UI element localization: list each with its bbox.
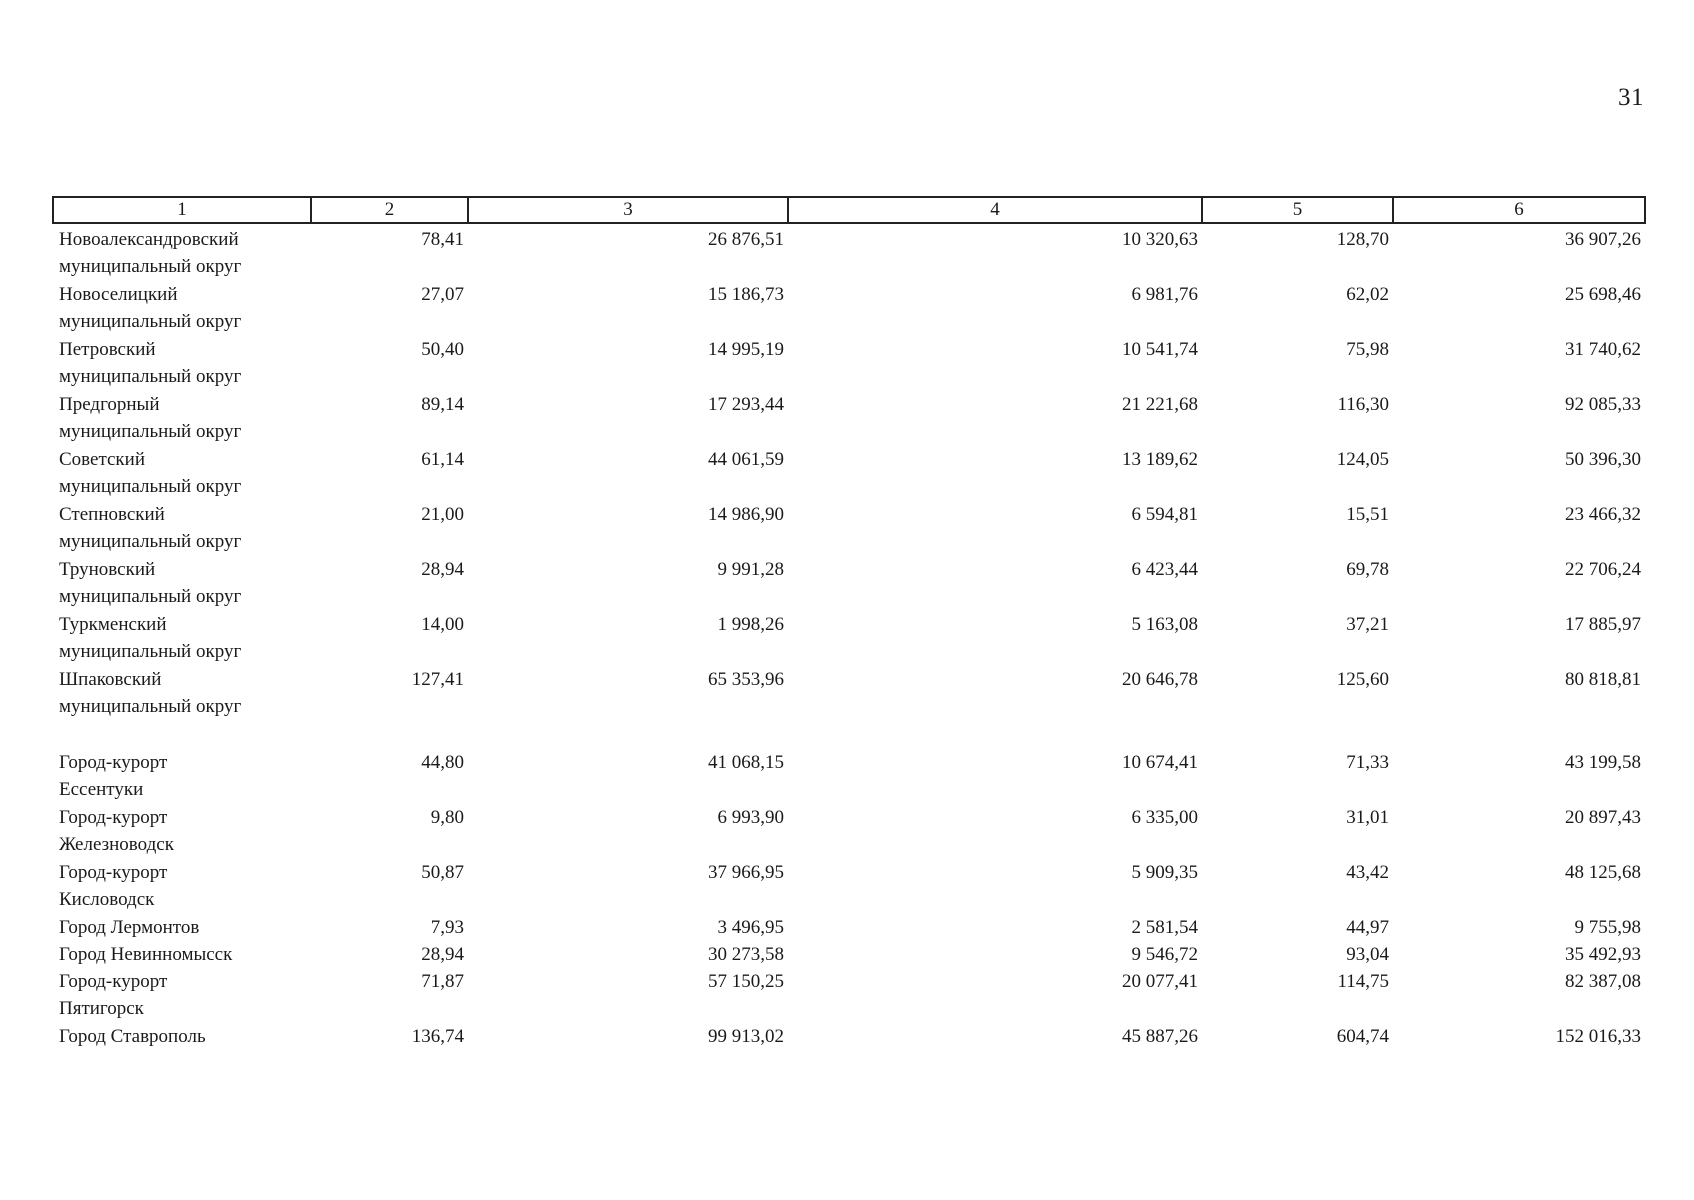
row-name-line: муниципальный округ	[59, 531, 242, 552]
table-row	[53, 223, 1645, 281]
row-name-cell	[53, 336, 311, 391]
row-name-cell	[53, 446, 311, 501]
value-cell-col-5: 93,04	[1346, 944, 1389, 965]
value-cell-col-3: 14 995,19	[708, 339, 784, 360]
value-cell-col-4: 6 594,81	[1131, 504, 1198, 525]
value-cell-col-5: 71,33	[1346, 752, 1389, 773]
value-cell-col-4: 20 077,41	[1122, 971, 1198, 992]
value-cell-col-3: 17 293,44	[708, 394, 784, 415]
value-cell-col-4: 45 887,26	[1122, 1026, 1198, 1047]
value-cell-col-5: 125,60	[1336, 669, 1389, 690]
value-cell-col-3: 30 273,58	[708, 944, 784, 965]
value-cell-col-6: 31 740,62	[1565, 339, 1641, 360]
row-name-cell	[53, 611, 311, 666]
table-row	[53, 281, 1645, 336]
value-cell-col-6: 22 706,24	[1565, 559, 1641, 580]
spacer-cell	[53, 721, 1645, 749]
row-name-cell	[53, 666, 311, 721]
value-cell-col-5: 43,42	[1346, 862, 1389, 883]
value-cell-col-4: 13 189,62	[1122, 449, 1198, 470]
table-row	[53, 941, 1645, 968]
value-cell-col-3: 65 353,96	[708, 669, 784, 690]
value-cell-col-3: 57 150,25	[708, 971, 784, 992]
value-cell-col-4: 6 423,44	[1131, 559, 1198, 580]
row-name-line: Шпаковский	[59, 669, 162, 690]
value-cell-col-2: 9,80	[430, 807, 464, 828]
table-row	[53, 914, 1645, 941]
table-row	[53, 611, 1645, 666]
value-cell-col-2: 71,87	[421, 971, 464, 992]
value-cell-col-2: 14,00	[421, 614, 464, 635]
value-cell-col-6: 36 907,26	[1565, 229, 1641, 250]
value-cell-col-6: 9 755,98	[1574, 917, 1641, 938]
value-cell-col-4: 9 546,72	[1131, 944, 1198, 965]
column-header: 3	[468, 197, 788, 223]
data-table-container	[52, 196, 1644, 1050]
table-row	[53, 968, 1645, 1023]
row-name-line: Ессентуки	[59, 779, 144, 800]
value-cell-col-6: 50 396,30	[1565, 449, 1641, 470]
row-name-line: Город-курорт	[59, 862, 168, 883]
row-name-line: Предгорный	[59, 394, 160, 415]
value-cell-col-4: 6 335,00	[1131, 807, 1198, 828]
row-name-line: муниципальный округ	[59, 366, 242, 387]
value-cell-col-2: 21,00	[421, 504, 464, 525]
page-number: 31	[1618, 84, 1644, 111]
row-name-cell	[53, 1023, 311, 1050]
value-cell-col-2: 28,94	[421, 944, 464, 965]
row-name-line: Город-курорт	[59, 807, 168, 828]
value-cell-col-3: 44 061,59	[708, 449, 784, 470]
value-cell-col-4: 5 909,35	[1131, 862, 1198, 883]
value-cell-col-4: 10 541,74	[1122, 339, 1198, 360]
value-cell-col-3: 1 998,26	[717, 614, 784, 635]
row-name-cell	[53, 968, 311, 1023]
table-body	[53, 223, 1645, 1050]
row-name-line: Железноводск	[59, 834, 174, 855]
row-name-cell	[53, 804, 311, 859]
value-cell-col-3: 99 913,02	[708, 1026, 784, 1047]
table-row	[53, 666, 1645, 721]
table-row	[53, 859, 1645, 914]
header-row	[53, 197, 1645, 223]
value-cell-col-6: 23 466,32	[1565, 504, 1641, 525]
row-name-line: Новоалександровский	[59, 229, 239, 250]
row-name-cell	[53, 914, 311, 941]
table-row	[53, 556, 1645, 611]
row-name-line: муниципальный округ	[59, 476, 242, 497]
value-cell-col-4: 20 646,78	[1122, 669, 1198, 690]
value-cell-col-2: 89,14	[421, 394, 464, 415]
value-cell-col-4: 6 981,76	[1131, 284, 1198, 305]
value-cell-col-5: 75,98	[1346, 339, 1389, 360]
value-cell-col-5: 31,01	[1346, 807, 1389, 828]
column-header: 1	[53, 197, 311, 223]
value-cell-col-5: 37,21	[1346, 614, 1389, 635]
value-cell-col-2: 27,07	[421, 284, 464, 305]
value-cell-col-3: 6 993,90	[717, 807, 784, 828]
value-cell-col-5: 116,30	[1337, 394, 1389, 415]
value-cell-col-3: 26 876,51	[708, 229, 784, 250]
value-cell-col-6: 25 698,46	[1565, 284, 1641, 305]
value-cell-col-2: 28,94	[421, 559, 464, 580]
row-name-cell	[53, 391, 311, 446]
row-name-line: Петровский	[59, 339, 156, 360]
row-name-cell	[53, 941, 311, 968]
value-cell-col-2: 7,93	[430, 917, 464, 938]
value-cell-col-2: 61,14	[421, 449, 464, 470]
table-row	[53, 1023, 1645, 1050]
value-cell-col-6: 43 199,58	[1565, 752, 1641, 773]
row-name-line: Город Лермонтов	[59, 917, 200, 938]
value-cell-col-5: 44,97	[1346, 917, 1389, 938]
value-cell-col-3: 3 496,95	[717, 917, 784, 938]
value-cell-col-5: 124,05	[1336, 449, 1389, 470]
row-name-cell	[53, 859, 311, 914]
value-cell-col-6: 48 125,68	[1565, 862, 1641, 883]
row-name-line: Кисловодск	[59, 889, 155, 910]
row-name-cell	[53, 223, 311, 281]
value-cell-col-3: 9 991,28	[717, 559, 784, 580]
table-row	[53, 336, 1645, 391]
row-name-line: Город-курорт	[59, 971, 168, 992]
value-cell-col-6: 20 897,43	[1565, 807, 1641, 828]
value-cell-col-5: 62,02	[1346, 284, 1389, 305]
row-name-cell	[53, 749, 311, 804]
value-cell-col-5: 604,74	[1336, 1026, 1389, 1047]
value-cell-col-2: 44,80	[421, 752, 464, 773]
value-cell-col-2: 136,74	[411, 1026, 464, 1047]
value-cell-col-5: 114,75	[1337, 971, 1389, 992]
table-row	[53, 446, 1645, 501]
row-name-line: муниципальный округ	[59, 421, 242, 442]
value-cell-col-6: 35 492,93	[1565, 944, 1641, 965]
value-cell-col-3: 14 986,90	[708, 504, 784, 525]
row-name-cell	[53, 501, 311, 556]
row-name-line: Город Ставрополь	[59, 1026, 206, 1047]
value-cell-col-2: 78,41	[421, 229, 464, 250]
value-cell-col-6: 82 387,08	[1565, 971, 1641, 992]
column-header: 4	[788, 197, 1202, 223]
column-header: 2	[311, 197, 468, 223]
spacer-row	[53, 721, 1645, 749]
value-cell-col-4: 21 221,68	[1122, 394, 1198, 415]
value-cell-col-6: 80 818,81	[1565, 669, 1641, 690]
table-row	[53, 501, 1645, 556]
value-cell-col-4: 5 163,08	[1131, 614, 1198, 635]
value-cell-col-4: 10 320,63	[1122, 229, 1198, 250]
row-name-line: Труновский	[59, 559, 156, 580]
value-cell-col-3: 37 966,95	[708, 862, 784, 883]
row-name-line: муниципальный округ	[59, 256, 242, 277]
table-row	[53, 749, 1645, 804]
value-cell-col-3: 15 186,73	[708, 284, 784, 305]
row-name-line: муниципальный округ	[59, 586, 242, 607]
row-name-line: муниципальный округ	[59, 311, 242, 332]
row-name-line: Пятигорск	[59, 998, 144, 1019]
row-name-line: Степновский	[59, 504, 165, 525]
column-header: 6	[1393, 197, 1645, 223]
value-cell-col-2: 50,40	[421, 339, 464, 360]
row-name-cell	[53, 556, 311, 611]
row-name-line: муниципальный округ	[59, 696, 242, 717]
value-cell-col-4: 10 674,41	[1122, 752, 1198, 773]
value-cell-col-5: 15,51	[1346, 504, 1389, 525]
value-cell-col-5: 69,78	[1346, 559, 1389, 580]
value-cell-col-3: 41 068,15	[708, 752, 784, 773]
row-name-line: Советский	[59, 449, 146, 470]
value-cell-col-5: 128,70	[1336, 229, 1389, 250]
table-row	[53, 804, 1645, 859]
column-header: 5	[1202, 197, 1393, 223]
value-cell-col-2: 50,87	[421, 862, 464, 883]
value-cell-col-6: 92 085,33	[1565, 394, 1641, 415]
row-name-cell	[53, 281, 311, 336]
row-name-line: Туркменский	[59, 614, 167, 635]
row-name-line: Город Невинномысск	[59, 944, 233, 965]
table-row	[53, 391, 1645, 446]
value-cell-col-6: 17 885,97	[1565, 614, 1641, 635]
data-table	[52, 196, 1646, 1050]
value-cell-col-6: 152 016,33	[1555, 1026, 1641, 1047]
row-name-line: Город-курорт	[59, 752, 168, 773]
value-cell-col-4: 2 581,54	[1131, 917, 1198, 938]
row-name-line: муниципальный округ	[59, 641, 242, 662]
value-cell-col-2: 127,41	[411, 669, 464, 690]
row-name-line: Новоселицкий	[59, 284, 178, 305]
